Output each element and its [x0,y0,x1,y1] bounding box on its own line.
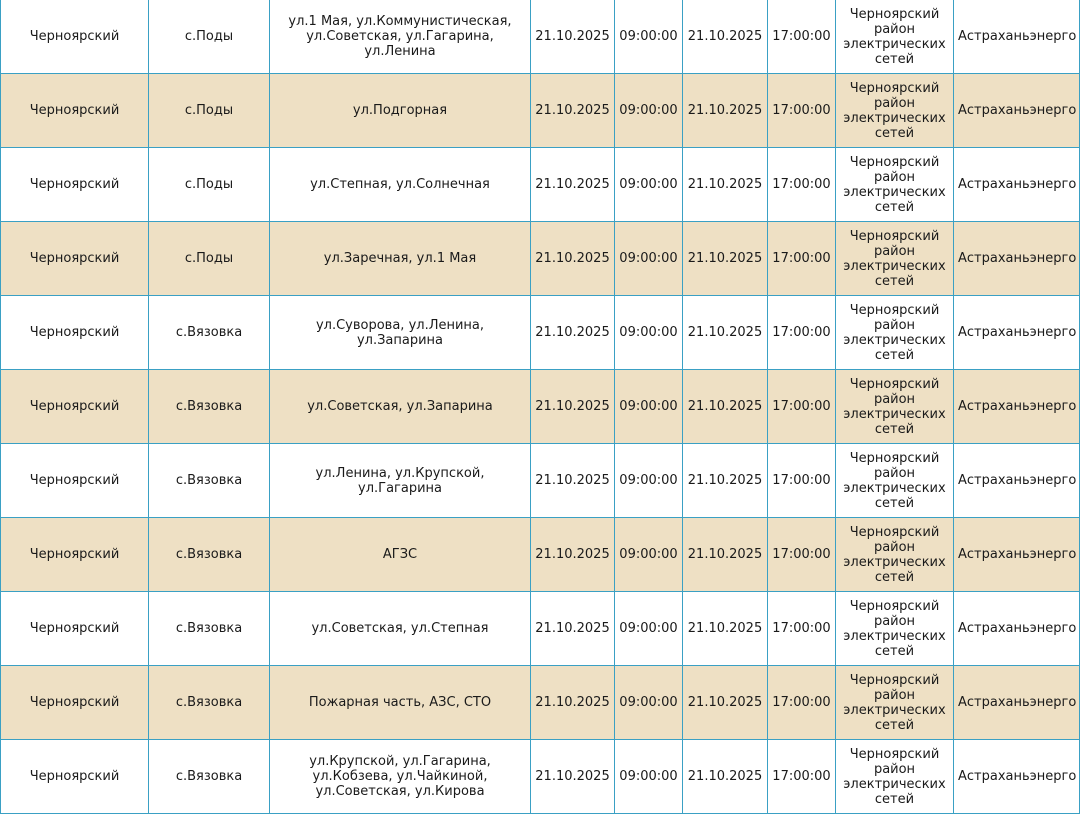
streets-cell: ул.Крупской, ул.Гагарина, ул.Кобзева, ул.Чайкиной, ул.Советская, ул.Кирова [270,740,531,814]
locality-cell: с.Вязовка [149,518,270,592]
start-date-cell: 21.10.2025 [531,740,615,814]
company-cell: Астраханьэнерго [954,666,1080,740]
table-row [1,222,1080,296]
table-body [1,0,1080,814]
region-cell: Черноярский [1,740,149,814]
end-date-cell: 21.10.2025 [683,222,768,296]
region-cell: Черноярский [1,444,149,518]
locality-cell: с.Вязовка [149,370,270,444]
region-cell: Черноярский [1,0,149,74]
table-row [1,148,1080,222]
region-cell: Черноярский [1,296,149,370]
company-cell: Астраханьэнерго [954,592,1080,666]
end-time-cell: 17:00:00 [768,444,836,518]
region-cell: Черноярский [1,222,149,296]
locality-cell: с.Вязовка [149,666,270,740]
streets-cell: ул.Заречная, ул.1 Мая [270,222,531,296]
region-cell: Черноярский [1,74,149,148]
end-time-cell: 17:00:00 [768,370,836,444]
start-date-cell: 21.10.2025 [531,370,615,444]
region-cell: Черноярский [1,518,149,592]
streets-cell: ул.Ленина, ул.Крупской, ул.Гагарина [270,444,531,518]
table-row [1,296,1080,370]
end-time-cell: 17:00:00 [768,666,836,740]
end-time-cell: 17:00:00 [768,740,836,814]
end-date-cell: 21.10.2025 [683,740,768,814]
network-district-cell: Черноярский район электрических сетей [836,592,954,666]
company-cell: Астраханьэнерго [954,148,1080,222]
network-district-cell: Черноярский район электрических сетей [836,222,954,296]
streets-cell: ул.Подгорная [270,74,531,148]
streets-cell: ул.Советская, ул.Запарина [270,370,531,444]
start-date-cell: 21.10.2025 [531,74,615,148]
end-time-cell: 17:00:00 [768,296,836,370]
region-cell: Черноярский [1,370,149,444]
start-time-cell: 09:00:00 [615,592,683,666]
start-date-cell: 21.10.2025 [531,518,615,592]
start-date-cell: 21.10.2025 [531,666,615,740]
start-time-cell: 09:00:00 [615,148,683,222]
network-district-cell: Черноярский район электрических сетей [836,296,954,370]
streets-cell: ул.Степная, ул.Солнечная [270,148,531,222]
company-cell: Астраханьэнерго [954,74,1080,148]
locality-cell: с.Вязовка [149,296,270,370]
table-row [1,592,1080,666]
start-date-cell: 21.10.2025 [531,296,615,370]
network-district-cell: Черноярский район электрических сетей [836,740,954,814]
table-row [1,444,1080,518]
end-time-cell: 17:00:00 [768,74,836,148]
locality-cell: с.Вязовка [149,592,270,666]
locality-cell: с.Поды [149,74,270,148]
company-cell: Астраханьэнерго [954,444,1080,518]
locality-cell: с.Поды [149,148,270,222]
table-row [1,74,1080,148]
locality-cell: с.Вязовка [149,740,270,814]
end-date-cell: 21.10.2025 [683,296,768,370]
start-time-cell: 09:00:00 [615,74,683,148]
end-date-cell: 21.10.2025 [683,592,768,666]
end-date-cell: 21.10.2025 [683,370,768,444]
company-cell: Астраханьэнерго [954,518,1080,592]
network-district-cell: Черноярский район электрических сетей [836,74,954,148]
locality-cell: с.Поды [149,0,270,74]
region-cell: Черноярский [1,592,149,666]
end-date-cell: 21.10.2025 [683,148,768,222]
start-time-cell: 09:00:00 [615,740,683,814]
start-time-cell: 09:00:00 [615,444,683,518]
start-time-cell: 09:00:00 [615,518,683,592]
end-date-cell: 21.10.2025 [683,444,768,518]
locality-cell: с.Вязовка [149,444,270,518]
start-time-cell: 09:00:00 [615,370,683,444]
company-cell: Астраханьэнерго [954,296,1080,370]
table-row [1,370,1080,444]
company-cell: Астраханьэнерго [954,370,1080,444]
end-time-cell: 17:00:00 [768,222,836,296]
table-row [1,740,1080,814]
start-date-cell: 21.10.2025 [531,592,615,666]
start-date-cell: 21.10.2025 [531,148,615,222]
company-cell: Астраханьэнерго [954,740,1080,814]
region-cell: Черноярский [1,148,149,222]
company-cell: Астраханьэнерго [954,0,1080,74]
end-time-cell: 17:00:00 [768,518,836,592]
start-time-cell: 09:00:00 [615,222,683,296]
streets-cell: Пожарная часть, АЗС, СТО [270,666,531,740]
network-district-cell: Черноярский район электрических сетей [836,0,954,74]
streets-cell: ул.Суворова, ул.Ленина, ул.Запарина [270,296,531,370]
start-time-cell: 09:00:00 [615,0,683,74]
end-time-cell: 17:00:00 [768,148,836,222]
end-time-cell: 17:00:00 [768,592,836,666]
streets-cell: ул.Советская, ул.Степная [270,592,531,666]
table-row [1,518,1080,592]
network-district-cell: Черноярский район электрических сетей [836,518,954,592]
locality-cell: с.Поды [149,222,270,296]
start-date-cell: 21.10.2025 [531,444,615,518]
network-district-cell: Черноярский район электрических сетей [836,444,954,518]
table-row [1,666,1080,740]
streets-cell: ул.1 Мая, ул.Коммунистическая, ул.Советская, ул.Гагарина, ул.Ленина [270,0,531,74]
end-time-cell: 17:00:00 [768,0,836,74]
network-district-cell: Черноярский район электрических сетей [836,666,954,740]
streets-cell: АГЗС [270,518,531,592]
end-date-cell: 21.10.2025 [683,518,768,592]
company-cell: Астраханьэнерго [954,222,1080,296]
network-district-cell: Черноярский район электрических сетей [836,148,954,222]
region-cell: Черноярский [1,666,149,740]
table-row [1,0,1080,74]
start-date-cell: 21.10.2025 [531,222,615,296]
end-date-cell: 21.10.2025 [683,666,768,740]
network-district-cell: Черноярский район электрических сетей [836,370,954,444]
end-date-cell: 21.10.2025 [683,74,768,148]
end-date-cell: 21.10.2025 [683,0,768,74]
start-time-cell: 09:00:00 [615,666,683,740]
start-date-cell: 21.10.2025 [531,0,615,74]
start-time-cell: 09:00:00 [615,296,683,370]
